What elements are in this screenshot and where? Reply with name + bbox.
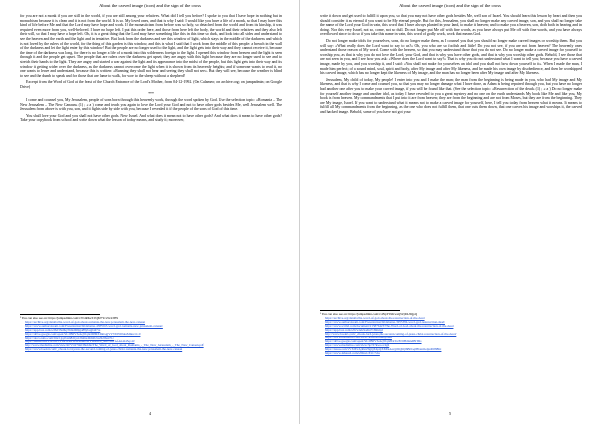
footnote-link[interactable]: https://app.box.com/s/6vwnd2xadiu7vh9nfqd <box>325 327 383 332</box>
paragraph: You shall love your God and you shall not have other gods. New Israel. And what does it mean not to have other gods? And what does it mean to have other gods? Take your copybook from school and write down what the lesson of today means, and study it; moreover, <box>20 113 282 123</box>
footnote-link[interactable]: https://www.4shared.com/s/0Ku1rE1C7ciu <box>325 351 380 356</box>
footnote-link[interactable]: https://archive.org/details/the-word-of-god-about-romania-the-new-jerusalem-the-new-canaan <box>25 319 146 324</box>
footnote-intro: ¹ You can also see on: https://jumpadmin.com/r/W4RKeTJ/QM7YcZiv4/JHS <box>20 316 119 320</box>
paragraph: I come and counsel you, My Jerusalem, people of sons born through this heavenly work, through the word spoken by God. Use the selection topic: «Romania – The New Jerusalem – The New Canaan» (1) ; « a ) come and teach you again to love the Lord your God and not to have other gods besides Me, well Jerusalem well. The Jerusalem from above is with you, son, and it fights side by side with you, because I revealed it if the people of the sons of God of this time. <box>20 98 282 112</box>
page-header: About the carved image (icon) and the sign of the cross <box>399 3 501 8</box>
page-number: 4 <box>148 411 152 416</box>
footnote-link[interactable]: https://issuu.com/v5EJcuVSYA5FmPO9L9sI4GWY4B/th-x_4oU7InTGfA640-Bq1dJ <box>25 339 135 344</box>
page-body <box>320 14 582 116</box>
paragraph: for you are not a monk if you are still in the world, if you are still among your relatives. What did I tell you before? I spoke to you that I have hope in nothing but in monachism because it is clean and it is not from the world. It is so. My loved ones, and that is why I said: I would like you have a life of a monk, so that I may have this kind of life before Me and that the Lord may have hope and work. If the monasticism from before was so holy, so detached from the world and from its kinship, it was required even more from you, well-beloved. I have no hope left. I put this order here, and those from here left the body, the world and their relatives and they also left their will, so that I may have a hope left. Oh, it is a great thing that the Lord may have something like this in this time so dark, and look into all sides and understand to see the heaven and the earth and the light and in tentative. But look from the darkness and see this window of light, which stays in the middle of the darkness and which is not loved by the rulers of the world, for the thing of this garden is this window, and this is what I said that I work from the middle of this people: a breach in the wall of the darkness and let the light enter by this window! But the people are no longer used to the light, and the light gets into their way and they cannot receive it, because the time of the darkness was long, for there is no longer a life of a monk into this wilderness foreign to the light. I opened this window from heaven and the light is seen through it and the people get upset. The people that are rulers over the darkness get upset; they are angry with this light because they are no longer used to see and to stretch their hands to the light. They are angry and started a war against the light and its appearance into the midst of the people, but this light gets into their way and its window it getting wider over the darkness, as the darkness cannot overcome the light when it is shown from its heavenly heights; and if someone wants to read it, no one wants to leave and understand, because this is written: «Running they shall not hear and seeing they shall not see». But they will see, because the weather is blind to see and the dumb to speak and for those that are lame to walk, for woe to the sheep without a shepherd! <box>20 14 282 78</box>
footnote-link[interactable]: https://www.authorstream.com/Presentation/bildalanna-3955384-word-god-resurrection-dead/ <box>325 319 445 324</box>
footnote-rule <box>320 310 400 311</box>
footnote-link[interactable]: https://www.mediafire.com/view/3e99096fmmybeiu <box>325 335 392 340</box>
source-line: Excerpt from the Word of God at the feast of the Church Entrance of the Lord's Mother, from 04-12-1992. (On Calameo; on archive.org; on jumpadmin; on Google Drive) <box>20 80 282 89</box>
footnote-link[interactable]: https://issuu.com/vVXfEvAjRsrZhgQX4p4jXMfkAavgJiIQbljlhBtlGqlBbaniG4jadDJ88Kt <box>325 347 442 352</box>
paragraph: write it down and get used to fulfill it upon you, so that you may not have other gods besides Me, well son of Israel. You should learn this lesson by heart and then you should consider it as eternal if you want to be My eternal people. But for this, Jerusalem, you shall no longer make any carved image, son, and you shall no longer take the name of the Lord your God in vain, this word that I have always planted in your land, to make it heaven; and to make you a heaven, son, doth both in hearing and in doing. Nor this very Israel, not so, come, not so dull. Do not longer put Me off with fine words, as you have always put Me off with fine words, and you have always overflowed since to do so if you take this name in vain, this word of godly work, work that means God. <box>320 14 582 37</box>
footnotes <box>20 314 282 352</box>
footnote-link[interactable]: https://www.bookri.com/_ebook-lord-jesus-the-second-coming-of-jesus-christ-romania-the-new-jerusalem-the-new-canaan <box>25 347 183 352</box>
footnote-intro: ¹ You can also see on: https://jumpadmin.com/r/4NpYbSKwsQ5ZjPAJIQpQ <box>320 312 417 316</box>
footnote-link[interactable]: https://docs.zoho.com/file/1gqdvsm8d1ja12646e49d40cfe262f6a471c <box>25 335 115 340</box>
footnote-link[interactable]: https://drive.google.com/open?id=0B0V3e4ej5JqnPDcUzFrDHdlandBlTRs <box>325 339 422 344</box>
footnote-link[interactable]: https://archive.org/details/the-word-of-god-about-the-resurrection-of-the-dead <box>325 315 425 320</box>
footnote-rule <box>20 314 100 315</box>
paragraph: Jerusalem, My child of today, My people! I enter into you and I make the man; the man from the beginning is being made in you, who had My image and My likeness, and that is why I come and counsel you, so that you may no longer damage what I have done, as Adam is being repaired through you, but you have no longer had another one after you to make your carved image, if you will be found like that. (See the selection topic: «Resurrection of the dead» (1) ; « a ) Do no longer make for yourself another image and another idol, as today I have revealed to you a great mystery and no one on the earth understands My book like Me and like you, My book is from heaven. My commandments that I put into it are from heaven; they are from the beginning and are not from Moses, but they are from the beginning. They are My image, Israel. If you want to understand what it means not to make a carved image for yourself, here, I tell you today from heaven what it means. It means to fulfill all My commandments from the beginning, as the one who does not fulfill them, that one cuts them down, that one carves his image and worships it, the carved and hacked image. Behold, some of you have not got your <box>320 77 582 114</box>
footnote-link[interactable]: https://app.box.com/s/dh235n0ky5h0e069pja88yfaqjfsh7ra <box>25 327 101 332</box>
paragraph: Do not longer make idols for yourselves, sons, do no longer make them, as I counsel you that you should no longer make carved images or worship them. But you will say: «What really does the Lord want to say to us?» Oh, you who are so foolish and little! Do you not see, if you are not from heaven? The heavenly ones understand those reason of My word. Come with the heaven, so that you may understand those that you do not see. Do no longer make a carved image for yourself to worship you, as that is why you do not love the Lord, your God, and that is why you have other gods, and that is why you worship other gods. Behold, I see those that are not seen in you, and I see how you ask: «Where does the Lord want to say?» That is why you do not understand what I want to tell you; because you have a carved image, made by you, and you worship it, and I said: «You shall not make for yourselves an idol and you shall not bow down yourself to it». When I made the man, I made him perfect; of a sound mind, soul, spirit and body, after My image and after My likeness, and he made his own image by disobedience, and then he worshipped his carved image, which has no longer kept the likeness of My image, and the man has no longer been after My image and after My likeness. <box>320 38 582 76</box>
right-page <box>300 0 600 424</box>
footnote-link[interactable]: https://drive.google.com/open?id=0B0V3e4ej5JqnOD8hXDkGgjVVVDNWakaMiku/ci=0 <box>25 331 141 336</box>
footnote-link[interactable]: https://www.mediafire.com/view/3p7d7kwoov4gh <box>325 343 390 348</box>
page-number: 5 <box>448 411 452 416</box>
footnote-link[interactable]: http://www.bookri.com/_ebook-lord-jesus-the-second-coming-of-jesus-christ-resurrection-of-the-dead/ <box>325 331 457 336</box>
footnotes <box>320 310 582 356</box>
footnote-link[interactable]: http://www.mediafire.com/view/m7v5t27m6/fhiddle/The_Word_of_God_about_Romania_-_The_New_Jerusalem_-_The_New_Canaan.pdf <box>25 343 204 348</box>
footnote-link[interactable]: https://www.scribd.com/document/215876423/The-Word-of-God-about-the-resurrection-of-the-dead <box>325 323 454 328</box>
separator: *** <box>148 91 154 96</box>
page-header: About the carved image (icon) and the sign of the cross <box>99 3 201 8</box>
page-body <box>20 14 282 125</box>
footnote-link[interactable]: https://www.authorstream.com/Presentation/bildalanna-4385563-word-god-romania-new-jerusalem-canaan/ <box>25 323 163 328</box>
